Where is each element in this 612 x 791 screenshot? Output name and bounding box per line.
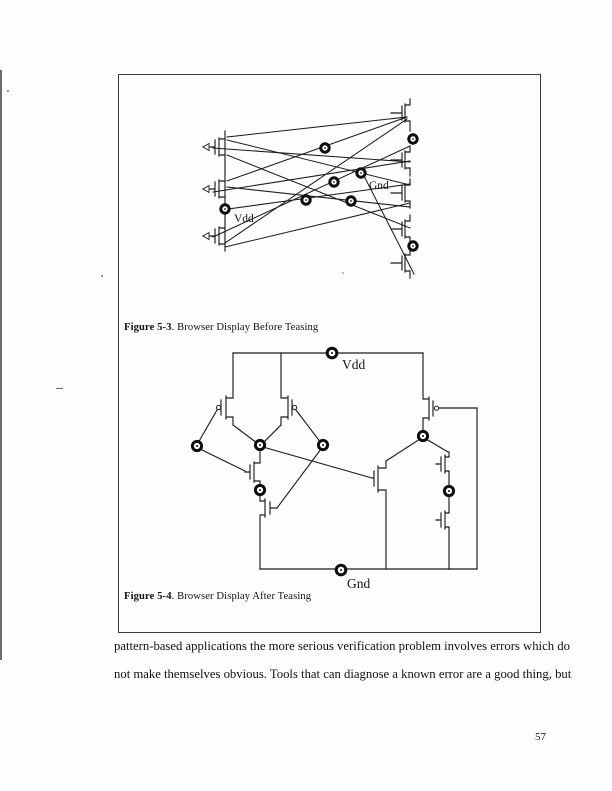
pmos-transistor: [423, 353, 477, 431]
scan-speck: [7, 90, 9, 92]
figure-5-4-caption: [124, 591, 311, 602]
vdd-label: Vdd: [234, 213, 254, 225]
nmos-transistor: [436, 496, 449, 569]
nmos-transistor: [436, 452, 449, 486]
figure-5-3-schematic: [203, 99, 417, 278]
circuit-figures-canvas: [118, 74, 542, 633]
vdd-label: Vdd: [342, 357, 366, 372]
nmos-transistor: [200, 449, 260, 485]
transistor: [391, 249, 410, 278]
figure-5-3-caption: [124, 322, 318, 333]
net-nodes: [221, 135, 417, 250]
caption-label: Figure 5-3: [124, 322, 172, 333]
nmos-transistor: [263, 447, 386, 569]
scan-dash-artifact: [56, 388, 63, 389]
pmos-transistor: [263, 353, 321, 443]
caption-text: . Browser Display Before Teasing: [171, 322, 319, 333]
gnd-label: Gnd: [369, 180, 389, 192]
body-text-line: pattern-based applications the more serious verification problem involves errors which do: [114, 639, 570, 653]
scan-speck: [101, 275, 103, 277]
transistor: [203, 138, 225, 156]
right-transistor-column: [391, 99, 410, 278]
body-text-line: not make themselves obvious. Tools that can diagnose a known error are a good thing, but: [114, 667, 572, 681]
caption-label: Figure 5-4: [124, 591, 172, 602]
nmos-transistor: [260, 449, 321, 569]
caption-text: . Browser Display After Teasing: [171, 591, 312, 602]
net-lines: [213, 117, 414, 274]
page-number: 57: [535, 731, 546, 743]
transistor: [203, 180, 225, 198]
transistor: [391, 215, 410, 243]
scan-edge-artifact: [0, 70, 2, 660]
transistor: [391, 99, 410, 131]
gnd-label: Gnd: [347, 576, 371, 591]
pmos-transistor: [198, 353, 257, 443]
figure-5-4-schematic: [192, 348, 477, 591]
net-nodes: [192, 348, 453, 575]
transistor: [203, 227, 225, 245]
